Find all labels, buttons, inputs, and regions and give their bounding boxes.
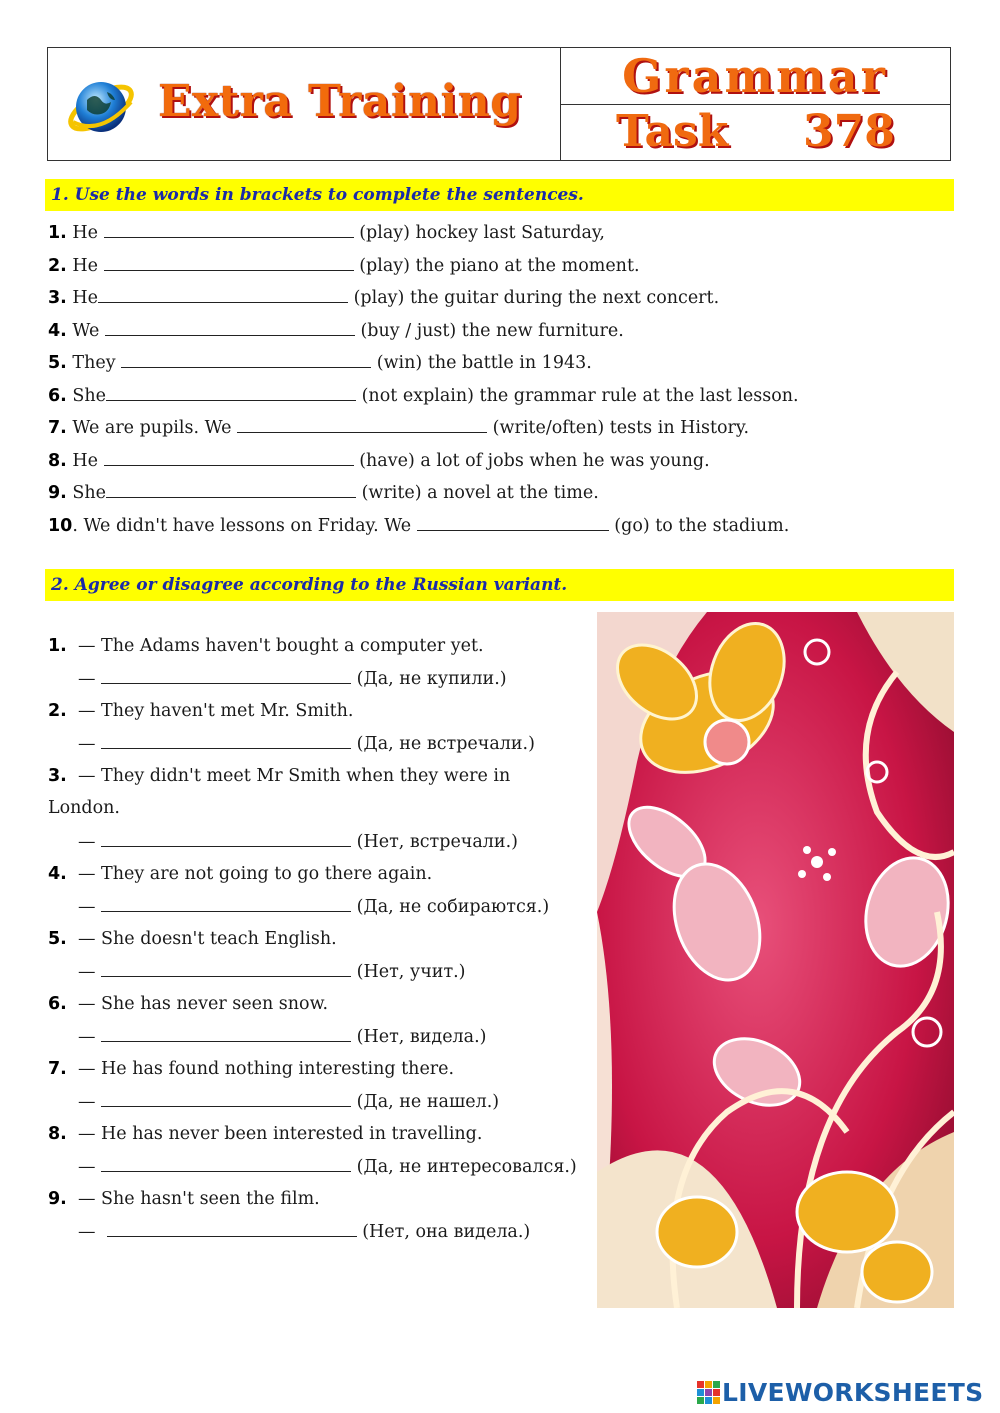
item-number: 10 — [48, 516, 73, 536]
item-number: 1. — [48, 636, 67, 656]
exercise-2-question — [48, 993, 328, 1015]
exercise-2-question — [48, 1058, 454, 1080]
item-suffix: (play) hockey last Saturday, — [359, 223, 605, 243]
answer-dash: — — [78, 832, 96, 852]
question-text: — They didn't meet Mr Smith when they were in — [77, 766, 511, 786]
answer-blank[interactable] — [106, 481, 356, 498]
answer-blank[interactable] — [105, 319, 355, 336]
exercise-2-question — [48, 928, 337, 950]
liveworksheets-logo-icon — [697, 1378, 721, 1408]
answer-dash: — — [78, 1222, 96, 1242]
item-number: 8. — [48, 451, 67, 471]
answer-blank[interactable] — [101, 1090, 351, 1107]
question-text: — He has found nothing interesting there. — [77, 1059, 455, 1079]
item-prefix: They — [72, 353, 116, 373]
item-number: 2. — [48, 701, 67, 721]
russian-hint: (Нет, видела.) — [356, 1027, 487, 1047]
item-suffix: (have) a lot of jobs when he was young. — [359, 451, 710, 471]
russian-hint: (Да, не встречали.) — [356, 734, 535, 754]
item-suffix: (go) to the stadium. — [614, 516, 790, 536]
exercise-2-answer — [78, 1025, 487, 1048]
item-prefix: . We didn't have lessons on Friday. We — [72, 516, 412, 536]
exercise-1-item — [48, 384, 799, 407]
subject-cell — [560, 48, 950, 105]
answer-blank[interactable] — [101, 667, 351, 684]
exercise-2-answer — [78, 667, 507, 690]
exercise-2-question — [48, 863, 432, 885]
item-number: 4. — [48, 321, 67, 341]
answer-blank[interactable] — [101, 1155, 351, 1172]
exercise-1-item — [48, 514, 789, 537]
russian-hint: (Нет, учит.) — [356, 962, 466, 982]
exercise-2-question — [48, 1123, 482, 1145]
item-prefix: He — [72, 451, 99, 471]
russian-hint: (Да, не собираются.) — [356, 897, 550, 917]
item-number: 3. — [48, 288, 67, 308]
exercise-2-answer — [78, 1090, 499, 1113]
question-text: — The Adams haven't bought a computer yet. — [77, 636, 484, 656]
item-prefix: He — [72, 288, 99, 308]
item-number: 3. — [48, 766, 67, 786]
floral-decoration-image — [597, 612, 954, 1308]
question-text: — She hasn't seen the film. — [77, 1189, 320, 1209]
answer-blank[interactable] — [417, 514, 609, 531]
answer-dash: — — [78, 1157, 96, 1177]
exercise-2-answer — [78, 1155, 577, 1178]
exercise-1-item — [48, 319, 624, 342]
answer-blank[interactable] — [101, 1025, 351, 1042]
item-number: 4. — [48, 864, 67, 884]
item-number: 9. — [48, 483, 67, 503]
section-2-title: 2. Agree or disagree according to the Russian variant. — [45, 569, 954, 601]
globe-icon — [63, 70, 139, 142]
answer-blank[interactable] — [101, 895, 351, 912]
item-number: 1. — [48, 223, 67, 243]
item-prefix: He — [72, 256, 99, 276]
answer-blank[interactable] — [104, 449, 354, 466]
item-number: 7. — [48, 1059, 67, 1079]
exercise-1-item — [48, 221, 605, 244]
exercise-2-answer — [78, 1220, 530, 1243]
item-prefix: She — [72, 483, 107, 503]
item-number: 5. — [48, 353, 67, 373]
answer-dash: — — [78, 1027, 96, 1047]
exercise-2-question — [48, 1188, 320, 1210]
russian-hint: (Нет, она видела.) — [362, 1222, 531, 1242]
russian-hint: (Да, не купили.) — [356, 669, 507, 689]
exercise-1-item — [48, 286, 719, 309]
exercise-1-item — [48, 481, 599, 504]
item-number: 5. — [48, 929, 67, 949]
answer-dash: — — [78, 669, 96, 689]
exercise-2-question — [48, 700, 353, 722]
item-suffix: (write) a novel at the time. — [361, 483, 599, 503]
item-number: 9. — [48, 1189, 67, 1209]
exercise-1-item — [48, 254, 640, 277]
question-text: — They haven't met Mr. Smith. — [77, 701, 354, 721]
item-number: 6. — [48, 386, 67, 406]
answer-blank[interactable] — [104, 221, 354, 238]
item-suffix: (not explain) the grammar rule at the last lesson. — [361, 386, 799, 406]
item-suffix: (play) the guitar during the next concert. — [353, 288, 720, 308]
answer-blank[interactable] — [101, 830, 351, 847]
answer-blank[interactable] — [237, 416, 487, 433]
task-number: 378 — [803, 106, 895, 157]
question-text: — He has never been interested in travelling. — [77, 1124, 483, 1144]
item-number: 6. — [48, 994, 67, 1014]
exercise-2-question — [48, 635, 484, 657]
item-suffix: (write/often) tests in History. — [492, 418, 750, 438]
item-prefix: We — [72, 321, 100, 341]
footer-brand[interactable]: LIVEWORKSHEETS — [722, 1378, 984, 1407]
answer-dash: — — [78, 734, 96, 754]
task-label: Task — [616, 106, 729, 157]
russian-hint: (Нет, встречали.) — [356, 832, 518, 852]
worksheet-header — [47, 47, 951, 161]
answer-blank[interactable] — [121, 351, 371, 368]
russian-hint: (Да, не нашел.) — [356, 1092, 500, 1112]
brand-cell — [48, 48, 561, 160]
question-text: — They are not going to go there again. — [77, 864, 433, 884]
russian-hint: (Да, не интересовался.) — [356, 1157, 577, 1177]
subject-title: Grammar — [622, 49, 888, 103]
exercise-1-item — [48, 351, 592, 374]
item-prefix: We are pupils. We — [72, 418, 232, 438]
item-suffix: (win) the battle in 1943. — [376, 353, 592, 373]
item-suffix: (buy / just) the new furniture. — [360, 321, 624, 341]
answer-blank[interactable] — [101, 732, 351, 749]
answer-blank[interactable] — [98, 286, 348, 303]
exercise-1-item — [48, 449, 710, 472]
question-text: — She has never seen snow. — [77, 994, 329, 1014]
item-prefix: He — [72, 223, 99, 243]
answer-blank[interactable] — [101, 960, 351, 977]
section-1-title: 1. Use the words in brackets to complete the sentences. — [45, 179, 954, 211]
exercise-2-answer — [78, 732, 535, 755]
answer-blank[interactable] — [106, 384, 356, 401]
item-number: 8. — [48, 1124, 67, 1144]
exercise-1-item — [48, 416, 749, 439]
exercise-2-question-cont: London. — [48, 798, 120, 818]
brand-title: Extra Training — [158, 76, 522, 127]
question-text: — She doesn't teach English. — [77, 929, 337, 949]
answer-blank[interactable] — [104, 254, 354, 271]
exercise-2-answer — [78, 895, 549, 918]
exercise-2-answer — [78, 960, 466, 983]
answer-dash: — — [78, 962, 96, 982]
task-cell — [560, 105, 950, 160]
item-number: 7. — [48, 418, 67, 438]
answer-dash: — — [78, 897, 96, 917]
exercise-2-question — [48, 765, 510, 787]
item-suffix: (play) the piano at the moment. — [359, 256, 640, 276]
answer-dash: — — [78, 1092, 96, 1112]
exercise-2-answer — [78, 830, 518, 853]
answer-blank[interactable] — [107, 1220, 357, 1237]
item-prefix: She — [72, 386, 107, 406]
item-number: 2. — [48, 256, 67, 276]
